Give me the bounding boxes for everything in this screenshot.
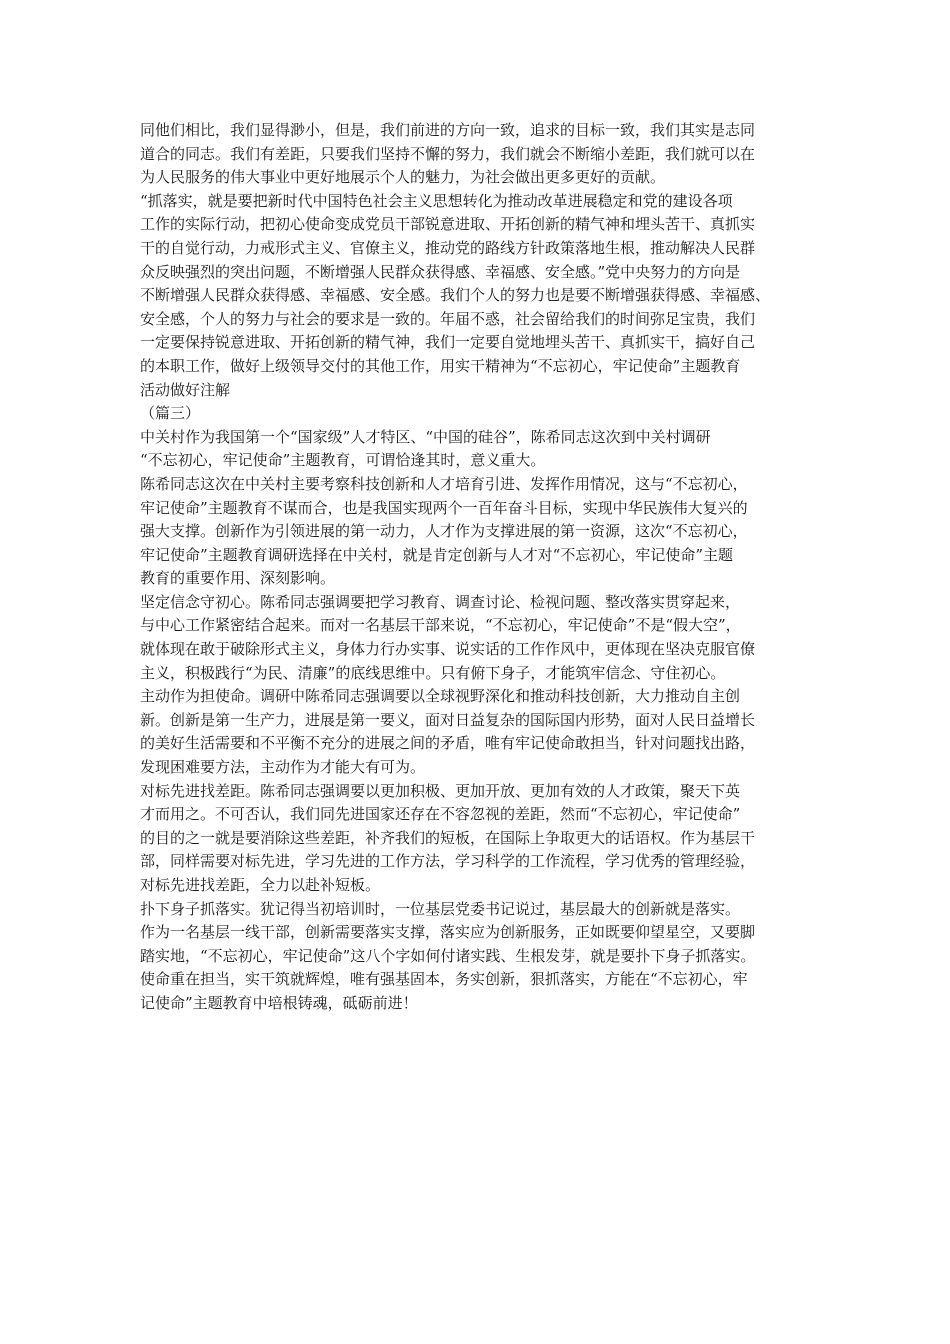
text-line: 众反映强烈的突出问题，不断增强人民群众获得感、幸福感、安全感。”党中央努力的方向是	[140, 262, 741, 281]
text-line: 主动作为担使命。调研中陈希同志强调要以全球视野深化和推动科技创新，大力推动自主创	[140, 687, 741, 706]
text-line: 使命重在担当，实干筑就辉煌，唯有强基固本，务实创新，狠抓落实，方能在“不忘初心，牢	[140, 970, 748, 989]
text-line: 记使命”主题教育中培根铸魂，砥砺前进！	[140, 993, 418, 1012]
text-line: 道合的同志。我们有差距，只要我们坚持不懈的努力，我们就会不断缩小差距，我们就可以在	[140, 144, 756, 163]
text-line: 牢记使命”主题教育调研选择在中关村，就是肯定创新与人才对“不忘初心，牢记使命”主题	[140, 545, 734, 564]
text-line: 中关村作为我国第一个“国家级”人才特区、“中国的硅谷”，陈希同志这次到中关村调研	[140, 427, 711, 446]
text-line: 不断增强人民群众获得感、幸福感、安全感。我们个人的努力也是要不断增强获得感、幸福感、	[140, 286, 771, 305]
section-heading: （篇三）	[140, 404, 201, 423]
text-line: 的本职工作，做好上级领导交付的其他工作，用实干精神为“不忘初心，牢记使命”主题教育	[140, 356, 741, 375]
text-line: 作为一名基层一线干部，创新需要落实支撑，落实应为创新服务，正如既要仰望星空，又要脚	[140, 923, 756, 942]
text-line: 主义，积极践行“为民、清廉”的底线思维中。只有俯下身子，才能筑牢信念、守住初心。	[140, 663, 726, 682]
text-line: “抓落实，就是要把新时代中国特色社会主义思想转化为推动改革进展稳定和党的建设各项	[140, 191, 733, 210]
text-line: 的目的之一就是要消除这些差距，补齐我们的短板，在国际上争取更大的话语权。作为基层干	[140, 828, 756, 847]
text-line: 同他们相比，我们显得渺小，但是，我们前进的方向一致，追求的目标一致，我们其实是志同	[140, 121, 756, 139]
text-line: 就体现在敢于破除形式主义，身体力行办实事、说实话的工作作风中，更体现在坚决克服官僚	[140, 640, 756, 659]
text-line: “不忘初心，牢记使命”主题教育，可谓恰逢其时，意义重大。	[140, 451, 546, 470]
text-line: 教育的重要作用、深刻影响。	[140, 569, 336, 588]
text-line: 坚定信念守初心。陈希同志强调要把学习教育、调查讨论、检视问题、整改落实贯穿起来，	[140, 592, 741, 611]
text-line: 陈希同志这次在中关村主要考察科技创新和人才培育引进、发挥作用情况，这与“不忘初心，	[140, 474, 748, 493]
text-line: 才而用之。不可否认，我们同先进国家还存在不容忽视的差距，然而“不忘初心，牢记使命”	[140, 805, 741, 824]
text-line: 对标先进找差距。陈希同志强调要以更加积极、更加开放、更加有效的人才政策，聚天下英	[140, 781, 741, 800]
text-line: 安全感，个人的努力与社会的要求是一致的。年届不惑，社会留给我们的时间弥足宝贵，我们	[140, 309, 756, 328]
text-line: 干的自觉行动，力戒形式主义、官僚主义，推动党的路线方针政策落地生根，推动解决人民群	[140, 238, 756, 257]
text-line: 新。创新是第一生产力，进展是第一要义，面对日益复杂的国际国内形势，面对人民日益增长	[140, 710, 756, 729]
text-line: 活动做好注解	[140, 380, 231, 399]
text-line: 牢记使命”主题教育不谋而合，也是我国实现两个一百年奋斗目标，实现中华民族伟大复兴的	[140, 498, 748, 517]
text-line: 扑下身子抓落实。犹记得当初培训时，一位基层党委书记说过，基层最大的创新就是落实。	[140, 899, 741, 918]
text-line: 部，同样需要对标先进，学习先进的工作方法，学习科学的工作流程，学习优秀的管理经验，	[140, 852, 756, 871]
text-line: 工作的实际行动，把初心使命变成党员干部锐意进取、开拓创新的精气神和埋头苦干、真抓实	[140, 215, 756, 234]
document-body	[140, 119, 810, 1016]
text-line: 一定要保持锐意进取、开拓创新的精气神，我们一定要自觉地埋头苦干、真抓实干，搞好自己	[140, 333, 756, 352]
text-line: 踏实地，“不忘初心，牢记使命”这八个字如何付诸实践、生根发芽，就是要扑下身子抓落实。	[140, 946, 756, 965]
text-line: 与中心工作紧密结合起来。而对一名基层干部来说，“不忘初心，牢记使命”不是“假大空”，	[140, 616, 741, 635]
text-line: 强大支撑。创新作为引领进展的第一动力，人才作为支撑进展的第一资源，这次“不忘初心，	[140, 522, 748, 541]
text-line: 为人民服务的伟大事业中更好地展示个人的魅力，为社会做出更多更好的贡献。	[140, 168, 666, 187]
text-line: 发现困难要方法，主动作为才能大有可为。	[140, 758, 426, 777]
text-line: 对标先进找差距，全力以赴补短板。	[140, 876, 381, 894]
text-line: 的美好生活需要和不平衡不充分的进展之间的矛盾，唯有牢记使命敢担当，针对问题找出路，	[140, 734, 756, 753]
